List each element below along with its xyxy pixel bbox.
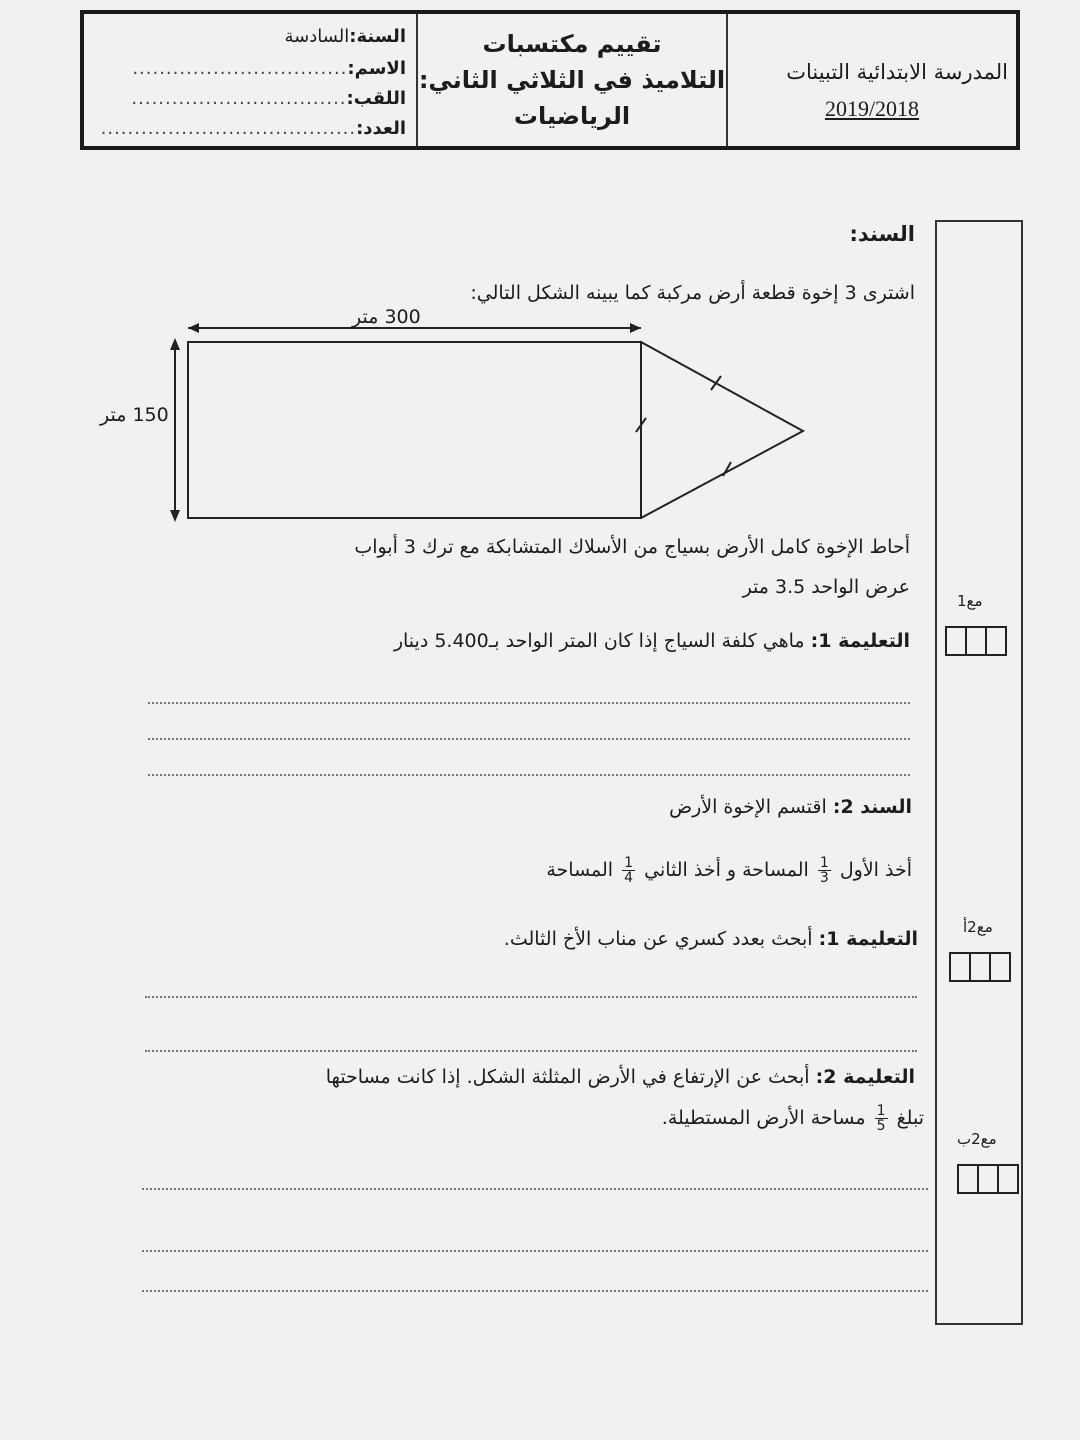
section1-intro: اشترى 3 إخوة قطعة أرض مركبة كما يبينه الشكل التالي:: [470, 282, 915, 304]
section2-heading-label: السند 2:: [832, 796, 912, 818]
section2-shares: [546, 856, 912, 885]
school-year: 2019/2018: [824, 96, 920, 121]
field-grade-value: السادسة: [284, 26, 350, 47]
tick-mark: [723, 462, 731, 476]
score-box-2b[interactable]: [957, 1164, 1019, 1194]
fraction-one-fifth: [875, 1104, 888, 1133]
answer-line[interactable]: [142, 1188, 928, 1190]
frac-den: 5: [876, 1118, 886, 1134]
field-score[interactable]: [101, 118, 406, 139]
width-label: 300 متر: [352, 306, 421, 328]
field-surname[interactable]: [131, 88, 406, 109]
share-text-b: المساحة و أخذ الثاني: [644, 859, 809, 881]
answer-line[interactable]: [142, 1290, 928, 1292]
instruction1-text: أبحث بعدد كسري عن مناب الأخ الثالث.: [503, 928, 813, 950]
answer-line[interactable]: [145, 996, 917, 998]
field-name-blank[interactable]: ................................: [132, 58, 348, 79]
section1-instruction: [394, 630, 910, 652]
instruction2-text-1: أبحث عن الإرتفاع في الأرض المثلثة الشكل. إذا كانت مساحتها: [325, 1066, 810, 1088]
rectangle-land: [188, 342, 641, 518]
frac-num: 1: [819, 855, 829, 871]
school-name: المدرسة الابتدائية التبينات: [786, 60, 1008, 84]
section2-instruction2-line2: [662, 1104, 924, 1133]
field-score-blank[interactable]: ......................................: [100, 118, 357, 139]
exam-title: [416, 14, 726, 146]
field-score-label: العدد:: [356, 118, 406, 139]
frac-den: 3: [819, 870, 829, 886]
score-box-2a[interactable]: [949, 952, 1011, 982]
fraction-one-quarter: [622, 856, 635, 885]
field-name[interactable]: [132, 58, 406, 79]
tick-mark: [711, 376, 721, 390]
answer-line[interactable]: [145, 1050, 917, 1052]
student-fields: [84, 14, 416, 146]
instruction-label: التعليمة 1:: [810, 630, 910, 652]
exam-header: [80, 10, 1020, 150]
score-label-2a: مع2أ: [963, 918, 993, 936]
share-text-c: المساحة: [546, 859, 614, 881]
title-line-1: تقييم مكتسبات: [482, 30, 662, 58]
section1-para-line1: أحاط الإخوة كامل الأرض بسياج من الأسلاك المتشابكة مع ترك 3 أبواب: [354, 536, 910, 558]
frac-num: 1: [624, 855, 634, 871]
section2-instruction2-line1: [326, 1066, 915, 1088]
answer-line[interactable]: [148, 702, 910, 704]
instruction1-label: التعليمة 1:: [818, 928, 918, 950]
triangle-land: [641, 342, 803, 518]
instruction2-label: التعليمة 2:: [815, 1066, 915, 1088]
instruction-text: ماهي كلفة السياج إذا كان المتر الواحد بـ5.400 دينار: [393, 630, 805, 652]
frac-num: 1: [876, 1103, 886, 1119]
height-arrow-head-top: [170, 338, 180, 350]
score-box-1[interactable]: [945, 626, 1007, 656]
score-label-1: مع1: [957, 592, 983, 610]
school-info: [726, 14, 1016, 146]
field-surname-label: اللقب:: [346, 88, 406, 109]
field-grade: [285, 26, 407, 47]
section2-heading-text: اقتسم الإخوة الأرض: [669, 796, 827, 818]
field-surname-blank[interactable]: ................................: [131, 88, 347, 109]
title-line-3: الرياضيات: [513, 102, 631, 130]
land-figure: [95, 300, 825, 530]
field-grade-label: السنة:: [349, 26, 406, 47]
score-label-2b: مع2ب: [957, 1130, 997, 1148]
section1-heading: السند:: [849, 222, 915, 246]
section2-heading: [669, 796, 912, 818]
share-text-a: أخذ الأول: [839, 859, 912, 881]
answer-line[interactable]: [148, 774, 910, 776]
instruction2-text-2a: تبلغ: [896, 1107, 924, 1129]
fraction-one-third: [818, 856, 831, 885]
section1-para-line2: عرض الواحد 3.5 متر: [742, 576, 910, 598]
height-label: 150 متر: [100, 404, 169, 426]
width-arrow-head-left: [188, 323, 199, 333]
answer-line[interactable]: [148, 738, 910, 740]
height-arrow-head-bottom: [170, 510, 180, 522]
answer-line[interactable]: [142, 1250, 928, 1252]
section2-instruction1: [504, 928, 918, 950]
title-line-2: التلاميذ في الثلاثي الثاني:: [418, 66, 726, 94]
frac-den: 4: [624, 870, 634, 886]
width-arrow-head-right: [630, 323, 641, 333]
instruction2-text-2b: مساحة الأرض المستطيلة.: [661, 1107, 866, 1129]
field-name-label: الاسم:: [347, 58, 406, 79]
score-column: [935, 220, 1023, 1325]
